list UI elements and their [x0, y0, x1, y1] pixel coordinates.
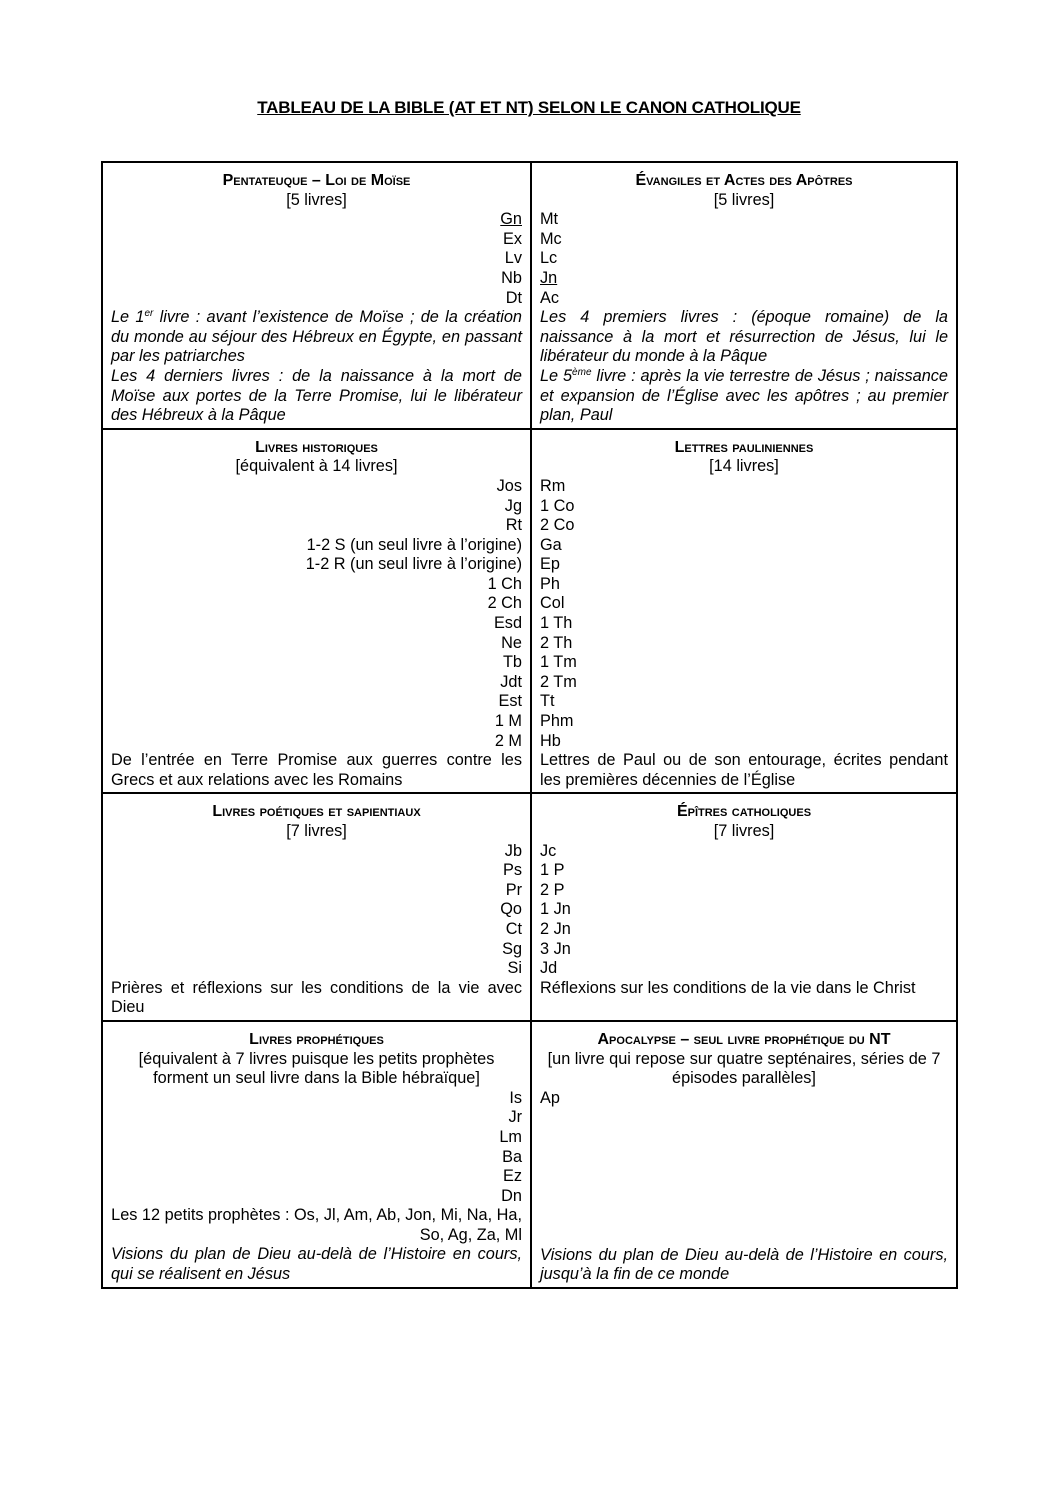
book-count: [équivalent à 7 livres puisque les petits prophètes forment un seul livre dans la Bible hébraïque]	[138, 1049, 495, 1088]
description-text: Prières et réflexions sur les conditions de la vie avec Dieu	[111, 978, 522, 1017]
book-label: Ph	[540, 574, 560, 593]
book-label: Qo	[500, 900, 522, 919]
section-title: Apocalypse – seul livre prophétique du NT	[597, 1030, 891, 1048]
book-label: 1-2 S (un seul livre à l’origine)	[306, 535, 522, 554]
section-title: Livres historiques	[255, 438, 378, 456]
section-description	[111, 367, 522, 426]
book-label: Ep	[540, 555, 560, 574]
book-label: Est	[498, 692, 522, 711]
book-label: Phm	[540, 712, 574, 731]
book-label: 1 Co	[540, 496, 575, 515]
book-label: Lm	[499, 1127, 522, 1146]
table-row	[102, 793, 957, 1021]
book-list	[111, 477, 522, 751]
book-abbreviation	[111, 536, 522, 556]
book-label: Dt	[505, 288, 522, 307]
book-label: Ct	[505, 919, 522, 938]
table-row	[102, 429, 957, 794]
book-abbreviation	[540, 842, 948, 862]
book-abbreviation	[111, 497, 522, 517]
description-text: livre : avant l’existence de Moïse ; de la création du monde au séjour des Hébreux en Égypte, en passant par les patriarches	[111, 308, 522, 366]
book-abbreviation	[111, 1148, 522, 1168]
book-abbreviation	[540, 692, 948, 712]
book-abbreviation	[111, 1167, 522, 1187]
table-row	[102, 1021, 957, 1288]
book-label: Jg	[504, 496, 522, 515]
book-label: Ap	[540, 1088, 560, 1107]
book-label: Dn	[501, 1186, 522, 1205]
book-abbreviation	[540, 516, 948, 536]
book-label: Pr	[505, 880, 522, 899]
book-label: Tt	[540, 692, 555, 711]
book-label: Jb	[504, 841, 522, 860]
description-text: De l’entrée en Terre Promise aux guerres contre les Grecs et aux relations avec les Romains	[111, 751, 522, 789]
book-abbreviation	[111, 1206, 522, 1245]
book-label: 1 M	[494, 712, 522, 731]
book-list	[111, 1089, 522, 1246]
book-label: Hb	[540, 731, 561, 750]
description-text: Les 4 derniers livres : de la naissance à la mort de Moïse aux portes de la Terre Promise, lui le libérateur des Hébreux à la Pâque	[111, 366, 522, 425]
book-label: Ne	[501, 633, 522, 652]
book-abbreviation	[540, 940, 948, 960]
book-count: [7 livres]	[713, 822, 775, 840]
book-label: Jr	[508, 1108, 522, 1127]
book-label: 2 Jn	[540, 919, 571, 938]
book-label: Gn	[500, 210, 522, 229]
section-title: Évangiles et Actes des Apôtres	[635, 172, 853, 189]
document-title: TABLEAU DE LA BIBLE (AT ET NT) SELON LE CANON CATHOLIQUE	[257, 98, 801, 117]
book-label: 2 Tm	[540, 672, 577, 691]
book-abbreviation	[540, 881, 948, 901]
section-description	[111, 979, 522, 1018]
book-label: Jdt	[500, 672, 522, 691]
section-title: Livres poétiques et sapientiaux	[212, 803, 421, 821]
book-label: Jc	[540, 841, 557, 860]
book-list	[111, 842, 522, 979]
book-count: [5 livres]	[286, 190, 347, 209]
book-abbreviation	[111, 1108, 522, 1128]
book-label: Nb	[501, 268, 522, 287]
old-testament-cell	[102, 429, 531, 794]
book-abbreviation	[540, 497, 948, 517]
book-label: Esd	[493, 614, 522, 633]
old-testament-cell	[102, 793, 531, 1021]
ordinal-superscript: er	[144, 308, 154, 320]
book-abbreviation	[540, 861, 948, 881]
description-text: Visions du plan de Dieu au-delà de l’Histoire en cours, qui se réalisent en Jésus	[111, 1245, 522, 1284]
description-text: Visions du plan de Dieu au-delà de l’Histoire en cours, jusqu’à la fin de ce monde	[540, 1245, 948, 1284]
book-abbreviation	[540, 269, 948, 289]
book-label: Mc	[540, 229, 562, 248]
book-label: Col	[540, 594, 565, 613]
book-abbreviation	[540, 289, 948, 309]
book-abbreviation	[540, 575, 948, 595]
book-label: Is	[509, 1088, 522, 1107]
section-description	[111, 308, 522, 367]
section-description	[540, 1246, 948, 1285]
book-label: Ac	[540, 288, 560, 307]
book-abbreviation	[111, 555, 522, 575]
description-text: livre : après la vie terrestre de Jésus ; naissance et expansion de l’Église avec les apôtres ; au premier plan, Paul	[540, 366, 948, 425]
book-abbreviation	[111, 861, 522, 881]
book-list	[540, 210, 948, 308]
section-description	[540, 979, 948, 999]
book-abbreviation	[111, 269, 522, 289]
book-abbreviation	[540, 920, 948, 940]
description-text: Les 4 premiers livres : (époque romaine) de la naissance à la mort et résurrection de Jésus, lui le libérateur du monde à la Pâque	[540, 308, 948, 366]
section-description	[540, 367, 948, 426]
book-abbreviation	[540, 634, 948, 654]
book-list	[540, 842, 948, 979]
book-label: Ez	[502, 1167, 522, 1186]
section-description	[540, 751, 948, 790]
old-testament-cell	[102, 1021, 531, 1288]
section-description	[111, 751, 522, 790]
description-text: Le 5	[540, 366, 573, 385]
book-abbreviation	[111, 634, 522, 654]
book-label: 2 M	[494, 731, 522, 750]
book-label: 2 P	[540, 880, 565, 899]
book-abbreviation	[111, 289, 522, 309]
book-count: [équivalent à 14 livres]	[235, 457, 398, 476]
book-label: Tb	[502, 653, 522, 672]
description-text: Réflexions sur les conditions de la vie dans le Christ	[540, 978, 916, 997]
book-abbreviation	[540, 555, 948, 575]
book-count: [14 livres]	[709, 457, 779, 476]
book-label: Ga	[540, 535, 562, 554]
book-label: 2 Th	[540, 633, 573, 652]
book-abbreviation	[111, 881, 522, 901]
book-abbreviation	[111, 210, 522, 230]
book-abbreviation	[111, 842, 522, 862]
book-abbreviation	[111, 575, 522, 595]
section-description	[111, 1245, 522, 1284]
book-abbreviation	[111, 653, 522, 673]
section-title: Lettres pauliniennes	[674, 438, 814, 456]
book-abbreviation	[111, 673, 522, 693]
book-label: Les 12 petits prophètes : Os, Jl, Am, Ab, Jon, Mi, Na, Ha, So, Ag, Za, Ml	[111, 1206, 522, 1244]
new-testament-cell	[531, 793, 957, 1021]
section-description	[540, 308, 948, 367]
book-label: Jos	[496, 476, 522, 495]
book-label: 1 Jn	[540, 900, 571, 919]
bible-canon-table	[101, 161, 958, 1289]
book-abbreviation	[111, 477, 522, 497]
new-testament-cell	[531, 429, 957, 794]
table-body	[102, 162, 957, 1288]
book-abbreviation	[540, 477, 948, 497]
book-abbreviation	[111, 1187, 522, 1207]
blank-space	[540, 1108, 948, 1245]
new-testament-cell	[531, 1021, 957, 1288]
section-title: Épîtres catholiques	[676, 803, 812, 821]
section-title: Pentateuque – Loi de Moïse	[222, 172, 411, 189]
book-label: 1-2 R (un seul livre à l’origine)	[305, 555, 522, 574]
book-abbreviation	[111, 712, 522, 732]
book-abbreviation	[540, 712, 948, 732]
book-count: [5 livres]	[713, 190, 775, 209]
book-abbreviation	[540, 230, 948, 250]
book-label: Ps	[502, 861, 522, 880]
ordinal-superscript: ème	[572, 366, 592, 378]
book-label: 1 Ch	[487, 574, 522, 593]
book-label: 3 Jn	[540, 939, 571, 958]
book-abbreviation	[111, 614, 522, 634]
description-text: Lettres de Paul ou de son entourage, écrites pendant les premières décennies de l’Église	[540, 751, 948, 789]
book-label: 1 Tm	[540, 653, 577, 672]
book-abbreviation	[111, 920, 522, 940]
book-abbreviation	[540, 653, 948, 673]
old-testament-cell	[102, 162, 531, 429]
book-abbreviation	[540, 959, 948, 979]
book-abbreviation	[540, 673, 948, 693]
book-label: Si	[507, 959, 522, 978]
book-label: Sg	[502, 939, 522, 958]
book-abbreviation	[111, 940, 522, 960]
table-row	[102, 162, 957, 429]
book-label: Jn	[540, 268, 558, 287]
book-abbreviation	[540, 900, 948, 920]
book-label: 1 Th	[540, 614, 573, 633]
book-label: Ba	[502, 1147, 522, 1166]
book-abbreviation	[540, 210, 948, 230]
book-abbreviation	[540, 594, 948, 614]
book-abbreviation	[540, 732, 948, 752]
book-list	[540, 1089, 948, 1109]
book-label: Mt	[540, 210, 559, 229]
book-label: Jd	[540, 959, 558, 978]
book-abbreviation	[111, 230, 522, 250]
description-text: Le 1	[111, 308, 145, 327]
book-abbreviation	[111, 1128, 522, 1148]
book-label: Rt	[505, 516, 522, 535]
book-label: 2 Co	[540, 516, 575, 535]
book-abbreviation	[111, 900, 522, 920]
book-abbreviation	[111, 516, 522, 536]
book-abbreviation	[111, 692, 522, 712]
book-abbreviation	[111, 249, 522, 269]
book-count: [7 livres]	[286, 822, 347, 840]
book-abbreviation	[111, 1089, 522, 1109]
book-label: 1 P	[540, 861, 565, 880]
new-testament-cell	[531, 162, 957, 429]
book-abbreviation	[111, 732, 522, 752]
book-abbreviation	[540, 614, 948, 634]
book-abbreviation	[540, 1089, 948, 1109]
book-label: Lc	[540, 249, 558, 268]
book-list	[111, 210, 522, 308]
book-abbreviation	[540, 249, 948, 269]
book-abbreviation	[111, 959, 522, 979]
book-count: [un livre qui repose sur quatre septénaires, séries de 7 épisodes parallèles]	[547, 1049, 941, 1088]
book-label: Lv	[504, 249, 522, 268]
book-label: 2 Ch	[487, 594, 522, 613]
book-abbreviation	[111, 594, 522, 614]
section-title: Livres prophétiques	[249, 1030, 384, 1048]
book-abbreviation	[540, 536, 948, 556]
book-label: Rm	[540, 476, 566, 495]
book-list	[540, 477, 948, 751]
book-label: Ex	[502, 229, 522, 248]
